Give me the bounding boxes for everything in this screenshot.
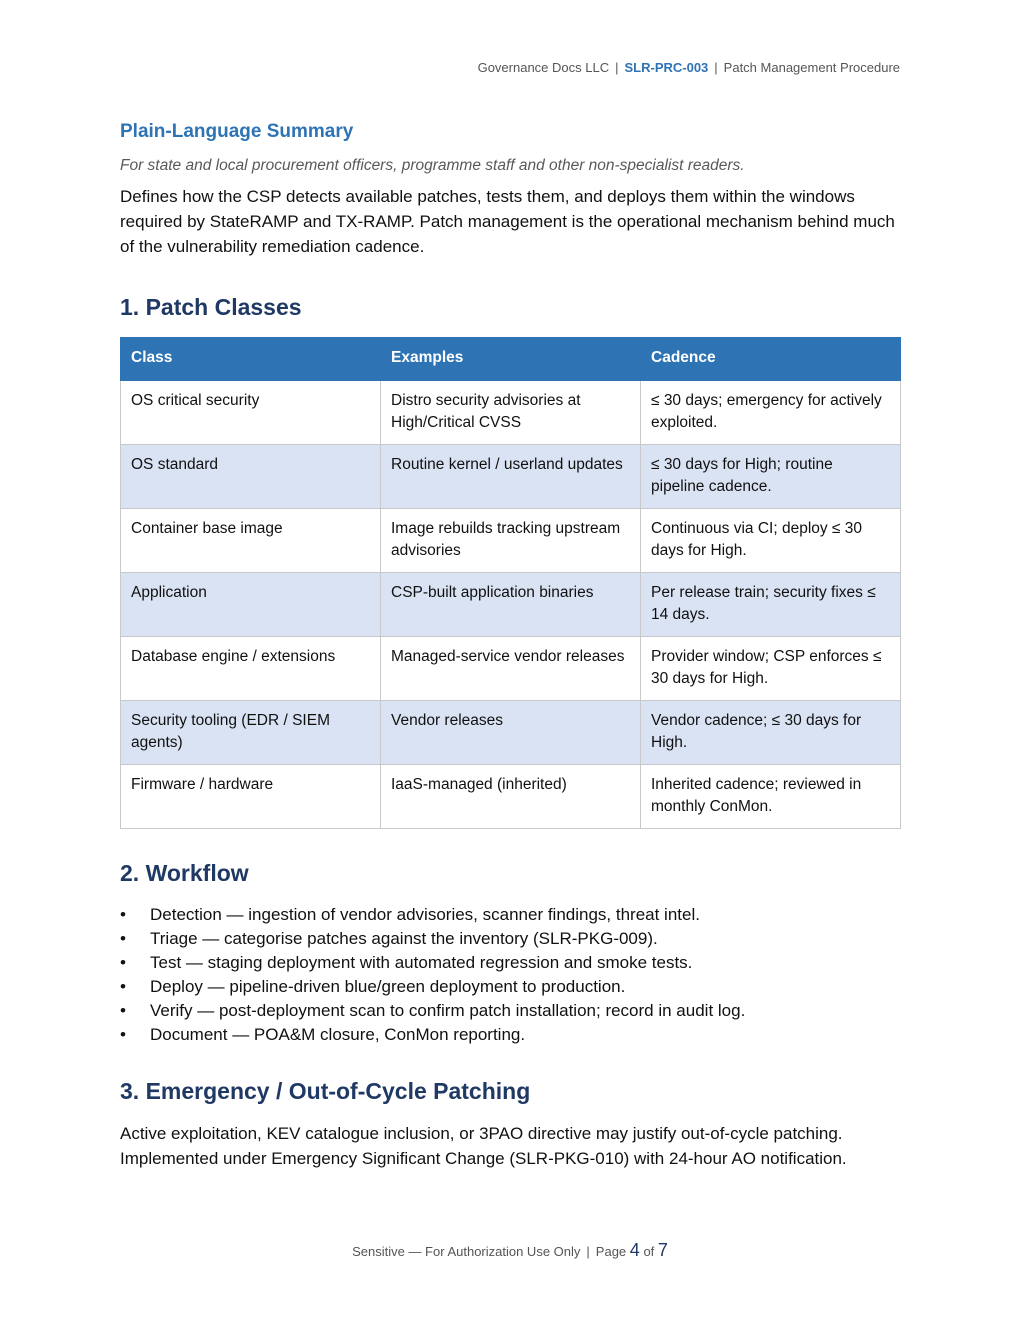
list-item <box>120 927 900 951</box>
cell-cadence: ≤ 30 days; emergency for actively exploited. <box>641 381 901 445</box>
company-name: Governance Docs LLC <box>477 60 610 75</box>
table-row <box>121 765 901 829</box>
table-header-row <box>121 338 901 381</box>
section-heading-patch-classes: 1. Patch Classes <box>120 294 302 320</box>
section-heading-workflow: 2. Workflow <box>120 860 249 886</box>
cell-class: Security tooling (EDR / SIEM agents) <box>121 701 381 765</box>
cell-examples: Vendor releases <box>381 701 641 765</box>
cell-class: OS standard <box>121 445 381 509</box>
bullet-icon: • <box>120 1001 126 1020</box>
page-label: Page <box>595 1244 627 1259</box>
cell-class: Application <box>121 573 381 637</box>
list-item-text: Test — staging deployment with automated regression and smoke tests. <box>150 953 693 972</box>
document-code: SLR-PRC-003 <box>624 60 709 75</box>
list-item <box>120 975 900 999</box>
cell-cadence: Provider window; CSP enforces ≤ 30 days for High. <box>641 637 901 701</box>
bullet-icon: • <box>120 977 126 996</box>
page-footer <box>0 1240 1020 1261</box>
footer-separator: | <box>586 1244 590 1259</box>
summary-title: Plain-Language Summary <box>120 121 354 142</box>
list-item-text: Verify — post-deployment scan to confirm patch installation; record in audit log. <box>150 1001 746 1020</box>
list-item <box>120 903 900 927</box>
summary-body: Defines how the CSP detects available patches, tests them, and deploys them within the windows required by StateRAMP and TX-RAMP. Patch management is the operational mechanism behind much of the vulnerability remediation cadence. <box>120 187 895 256</box>
header-separator: | <box>714 60 718 75</box>
cell-examples: IaaS-managed (inherited) <box>381 765 641 829</box>
emergency-body: Active exploitation, KEV catalogue inclusion, or 3PAO directive may justify out-of-cycle patching. Implemented under Emergency Significant Change (SLR-PKG-010) with 24-hour AO notification. <box>120 1124 847 1168</box>
cell-cadence: Vendor cadence; ≤ 30 days for High. <box>641 701 901 765</box>
bullet-icon: • <box>120 1025 126 1044</box>
list-item <box>120 951 900 975</box>
page-number: 4 <box>629 1240 640 1260</box>
cell-class: Container base image <box>121 509 381 573</box>
document-body <box>120 120 900 1171</box>
table-row <box>121 637 901 701</box>
cell-examples: Distro security advisories at High/Critical CVSS <box>381 381 641 445</box>
cell-cadence: Inherited cadence; reviewed in monthly ConMon. <box>641 765 901 829</box>
cell-class: OS critical security <box>121 381 381 445</box>
cell-cadence: Continuous via CI; deploy ≤ 30 days for High. <box>641 509 901 573</box>
list-item <box>120 999 900 1023</box>
cell-examples: Routine kernel / userland updates <box>381 445 641 509</box>
bullet-icon: • <box>120 905 126 924</box>
table-row <box>121 445 901 509</box>
workflow-list <box>120 903 900 1047</box>
list-item-text: Detection — ingestion of vendor advisories, scanner findings, threat intel. <box>150 905 700 924</box>
column-header-class: Class <box>121 338 381 381</box>
table-row <box>121 701 901 765</box>
header-separator: | <box>615 60 619 75</box>
cell-cadence: Per release train; security fixes ≤ 14 days. <box>641 573 901 637</box>
document-title: Patch Management Procedure <box>723 60 900 75</box>
column-header-examples: Examples <box>381 338 641 381</box>
bullet-icon: • <box>120 953 126 972</box>
cell-class: Database engine / extensions <box>121 637 381 701</box>
list-item <box>120 1023 900 1047</box>
list-item-text: Triage — categorise patches against the inventory (SLR-PKG-009). <box>150 929 658 948</box>
of-label: of <box>643 1244 655 1259</box>
table-row <box>121 573 901 637</box>
cell-examples: CSP-built application binaries <box>381 573 641 637</box>
summary-audience: For state and local procurement officers, programme staff and other non-specialist readers. <box>120 157 745 174</box>
cell-examples: Managed-service vendor releases <box>381 637 641 701</box>
bullet-icon: • <box>120 929 126 948</box>
cell-cadence: ≤ 30 days for High; routine pipeline cadence. <box>641 445 901 509</box>
table-row <box>121 509 901 573</box>
section-heading-emergency: 3. Emergency / Out-of-Cycle Patching <box>120 1078 531 1104</box>
list-item-text: Deploy — pipeline-driven blue/green deployment to production. <box>150 977 626 996</box>
column-header-cadence: Cadence <box>641 338 901 381</box>
classification-label: Sensitive — For Authorization Use Only <box>352 1244 581 1259</box>
page-total: 7 <box>657 1240 668 1260</box>
patch-classes-table <box>120 337 901 829</box>
cell-class: Firmware / hardware <box>121 765 381 829</box>
list-item-text: Document — POA&M closure, ConMon reporting. <box>150 1025 526 1044</box>
cell-examples: Image rebuilds tracking upstream advisories <box>381 509 641 573</box>
page-header <box>478 60 900 75</box>
table-row <box>121 381 901 445</box>
